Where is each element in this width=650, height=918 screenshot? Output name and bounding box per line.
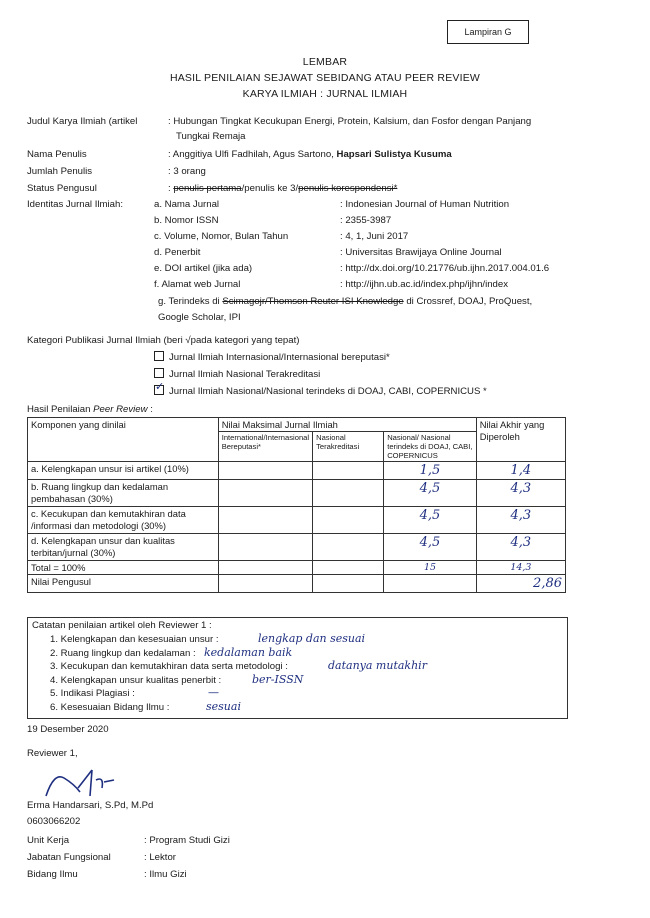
jumlah-value: : 3 orang: [168, 166, 206, 177]
row-max: 4,5: [384, 507, 477, 534]
identitas-value: : http://dx.doi.org/10.21776/ub.ijhn.2017.004.01.6: [340, 263, 550, 274]
catatan-item-label: 6. Kesesuaian Bidang Ilmu :: [50, 701, 170, 713]
identitas-label: Identitas Jurnal Ilmiah:: [27, 199, 123, 210]
catatan-item-handwriting: datanya mutakhir: [328, 659, 427, 672]
hasil-label: Hasil Penilaian Peer Review :: [27, 404, 153, 415]
table-row: [28, 507, 566, 534]
kategori-option: [154, 351, 390, 363]
unit-label: Unit Kerja: [27, 835, 70, 846]
catatan-item-label: 4. Kelengkapan unsur kualitas penerbit :: [50, 674, 222, 686]
sign-date: 19 Desember 2020: [27, 724, 109, 735]
row-akhir: 1,4: [476, 462, 565, 480]
identitas-key: b. Nomor ISSN: [154, 215, 219, 226]
judul-value-2: Tungkai Remaja: [176, 131, 246, 142]
judul-value-1: : Hubungan Tingkat Kecukupan Energi, Protein, Kalsium, dan Fosfor dengan Panjang: [168, 116, 532, 127]
bidang-label: Bidang Ilmu: [27, 869, 78, 880]
th-nas-idx: Nasional/ Nasional terindeks di DOAJ, CABI, COPERNICUS: [384, 432, 477, 462]
catatan-item-label: 5. Indikasi Plagiasi :: [50, 688, 135, 699]
row-akhir: 4,3: [476, 534, 565, 561]
catatan-item-handwriting: kedalaman baik: [204, 645, 293, 659]
nama-value: : Anggitiya Ulfi Fadhilah, Agus Sartono, Hapsari Sulistya Kusuma: [168, 149, 452, 160]
row-label: c. Kecukupan dan kemutakhiran data /informasi dan metodologi (30%): [28, 507, 219, 534]
catatan-item-handwriting: —: [208, 686, 219, 699]
unit-value: : Program Studi Gizi: [144, 835, 230, 846]
sign-reviewer: Reviewer 1,: [27, 748, 78, 759]
judul-label: Judul Karya Ilmiah (artikel: [27, 116, 138, 127]
title-hasil: HASIL PENILAIAN SEJAWAT SEBIDANG ATAU PEER REVIEW: [169, 72, 481, 84]
total-label: Total = 100%: [28, 561, 219, 575]
catatan-item-handwriting: ber-ISSN: [252, 672, 304, 686]
sign-nip: 0603066202: [27, 816, 81, 827]
kategori-option-label: Jurnal Ilmiah Nasional Terakreditasi: [169, 369, 321, 380]
identitas-key: e. DOI artikel (jika ada): [154, 263, 253, 274]
lampiran-box: Lampiran G: [447, 20, 529, 44]
th-komponen: Komponen yang dinilai: [28, 418, 219, 462]
checkbox-icon[interactable]: [154, 385, 164, 395]
th-intl: International/Internasional Bereputasi*: [218, 432, 312, 462]
catatan-item-label: 3. Kecukupan dan kemutakhiran data serta metodologi :: [50, 661, 288, 672]
title-karya: KARYA ILMIAH : JURNAL ILMIAH: [242, 88, 408, 100]
row-label: b. Ruang lingkup dan kedalaman pembahasan (30%): [28, 480, 219, 507]
identitas-key: c. Volume, Nomor, Bulan Tahun: [154, 231, 289, 242]
catatan-title: Catatan penilaian artikel oleh Reviewer 1 :: [32, 620, 212, 631]
status-value: : penulis pertama/penulis ke 3/penulis korespondensi*: [168, 183, 398, 194]
sign-name: Erma Handarsari, S.Pd, M.Pd: [27, 800, 154, 811]
identitas-value: : http://ijhn.ub.ac.id/index.php/ijhn/index: [340, 279, 509, 290]
row-label: a. Kelengkapan unsur isi artikel (10%): [28, 462, 219, 480]
catatan-item-label: 2. Ruang lingkup dan kedalaman :: [50, 647, 196, 659]
table-row: [28, 480, 566, 507]
kategori-option: [154, 385, 487, 397]
identitas-value: : Indonesian Journal of Human Nutrition: [340, 199, 510, 210]
jabatan-value: : Lektor: [144, 852, 176, 863]
row-akhir: 4,3: [476, 507, 565, 534]
pengusul-label: Nilai Pengusul: [28, 575, 219, 593]
total-akhir: 14,3: [476, 561, 565, 575]
total-max: 15: [384, 561, 477, 575]
th-nas: Nasional Terakreditasi: [313, 432, 384, 462]
kategori-option-label: Jurnal Ilmiah Nasional/Nasional terindeks di DOAJ, CABI, COPERNICUS *: [169, 386, 487, 397]
identitas-key: f. Alamat web Jurnal: [154, 279, 241, 290]
kategori-option-label: Jurnal Ilmiah Internasional/Internasional bereputasi*: [169, 352, 390, 363]
catatan-item-label: 1. Kelengkapan dan kesesuaian unsur :: [50, 634, 219, 645]
row-label: d. Kelengkapan unsur dan kualitas terbitan/jurnal (30%): [28, 534, 219, 561]
kategori-label: Kategori Publikasi Jurnal Ilmiah (beri √pada kategori yang tepat): [27, 335, 300, 346]
table-row: [28, 534, 566, 561]
pengusul-value: 2,86: [476, 575, 565, 593]
status-label: Status Pengusul: [27, 183, 97, 194]
row-akhir: 4,3: [476, 480, 565, 507]
row-max: 1,5: [384, 462, 477, 480]
jumlah-label: Jumlah Penulis: [27, 166, 93, 177]
identitas-key: a. Nama Jurnal: [154, 199, 220, 210]
terindeks-line-2: Google Scholar, IPI: [158, 312, 241, 323]
bidang-value: : Ilmu Gizi: [144, 869, 187, 880]
th-nilai-akhir: Nilai Akhir yang Diperoleh: [476, 418, 565, 462]
jabatan-label: Jabatan Fungsional: [27, 852, 111, 863]
signature: [40, 766, 140, 800]
checkbox-icon[interactable]: [154, 368, 164, 378]
catatan-item-handwriting: lengkap dan sesuai: [258, 632, 366, 645]
title-lembar: LEMBAR: [302, 56, 348, 68]
identitas-value: : 2355-3987: [340, 215, 392, 226]
nama-label: Nama Penulis: [27, 149, 87, 160]
table-row: [28, 462, 566, 480]
identitas-key: d. Penerbit: [154, 247, 201, 258]
catatan-item-handwriting: sesuai: [206, 699, 241, 713]
terindeks-line-1: g. Terindeks di Scimagojr/Thomson Reuter ISI Knowledge di Crossref, DOAJ, ProQuest,: [158, 296, 533, 307]
kategori-option: [154, 368, 320, 380]
catatan-box: [27, 617, 568, 719]
row-max: 4,5: [384, 534, 477, 561]
th-nilai-maks: Nilai Maksimal Jurnal Ilmiah: [218, 418, 476, 432]
checkbox-icon[interactable]: [154, 351, 164, 361]
row-max: 4,5: [384, 480, 477, 507]
identitas-value: : Universitas Brawijaya Online Journal: [340, 247, 502, 258]
identitas-value: : 4, 1, Juni 2017: [340, 231, 409, 242]
review-table: [27, 417, 566, 593]
nama-bold: Hapsari Sulistya Kusuma: [336, 149, 452, 160]
